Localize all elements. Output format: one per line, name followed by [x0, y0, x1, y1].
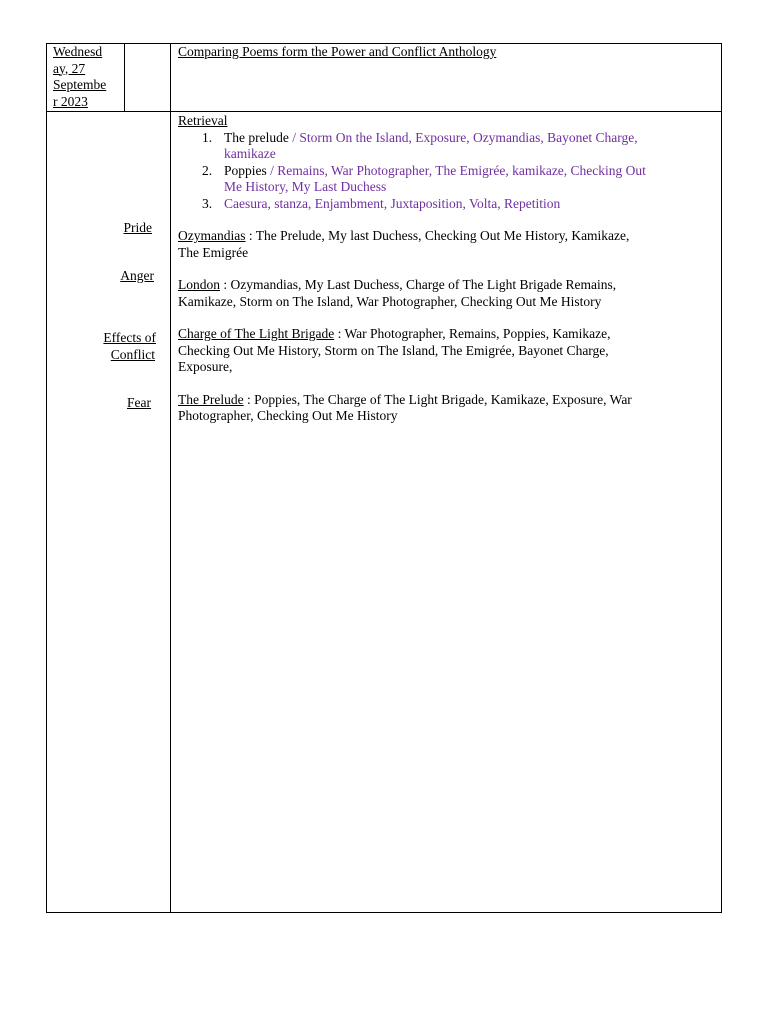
- list-item: [178, 196, 718, 213]
- comparison-links-cont: Exposure,: [178, 359, 233, 374]
- retrieval-poem: The prelude: [224, 129, 289, 145]
- comparison-links: : War Photographer, Remains, Poppies, Kamikaze,: [334, 326, 611, 341]
- list-number: 2.: [202, 162, 213, 178]
- comparison-london: [178, 277, 718, 310]
- retrieval-poem: Poppies: [224, 162, 267, 178]
- date-cell-divider: [124, 43, 125, 111]
- comparison-charge-of-light-brigade: [178, 326, 718, 376]
- list-item: [178, 130, 718, 163]
- list-item: [178, 163, 718, 196]
- comparison-links: : Ozymandias, My Last Duchess, Charge of The Light Brigade Remains,: [220, 277, 617, 292]
- header-row-divider: [46, 111, 722, 112]
- comparison-poem: Ozymandias: [178, 228, 246, 243]
- comparison-links-cont: The Emigrée: [178, 244, 249, 260]
- comparison-links-cont: Kamikaze, Storm on The Island, War Photographer, Checking Out Me History: [178, 293, 602, 309]
- date-cell: [53, 44, 123, 110]
- main-content: [178, 113, 718, 425]
- retrieval-heading: Retrieval: [178, 113, 228, 128]
- comparison-links: : The Prelude, My last Duchess, Checking Out Me History, Kamikaze,: [245, 228, 630, 243]
- date-line: Septembe: [53, 77, 107, 92]
- comparison-links-cont: Photographer, Checking Out Me History: [178, 408, 398, 423]
- sidebar-divider: [170, 43, 171, 913]
- sidebar-label-conflict: Conflict: [110, 347, 155, 362]
- sidebar-label-anger: Anger: [120, 268, 154, 283]
- comparison-poem: London: [178, 277, 220, 292]
- comparison-poem: The Prelude: [178, 391, 244, 407]
- date-line: r 2023: [53, 93, 88, 109]
- comparison-the-prelude: [178, 392, 718, 425]
- date-line: Wednesd: [53, 44, 103, 59]
- retrieval-answer-cont: kamikaze: [224, 146, 276, 161]
- sidebar-label-effects-of: Effects of: [103, 330, 156, 345]
- comparison-ozymandias: [178, 228, 718, 261]
- retrieval-answer: / Remains, War Photographer, The Emigrée, kamikaze, Checking Out: [270, 162, 646, 178]
- date-line: ay, 27: [53, 60, 86, 76]
- sidebar-label-pride: Pride: [123, 220, 152, 235]
- list-number: 3.: [202, 195, 213, 211]
- comparison-links-cont: Checking Out Me History, Storm on The Island, The Emigrée, Bayonet Charge,: [178, 342, 609, 358]
- comparison-poem: Charge of The Light Brigade: [178, 326, 335, 341]
- comparison-links: : Poppies, The Charge of The Light Brigade, Kamikaze, Exposure, War: [243, 391, 632, 407]
- page-title: Comparing Poems form the Power and Conflict Anthology: [178, 44, 497, 59]
- retrieval-list: [178, 130, 718, 213]
- retrieval-answer-cont: Me History, My Last Duchess: [224, 179, 387, 194]
- sidebar-label-fear: Fear: [127, 395, 151, 410]
- retrieval-answer: Caesura, stanza, Enjambment, Juxtaposition, Volta, Repetition: [224, 195, 561, 211]
- retrieval-answer: / Storm On the Island, Exposure, Ozymandias, Bayonet Charge,: [292, 129, 638, 145]
- list-number: 1.: [202, 129, 213, 145]
